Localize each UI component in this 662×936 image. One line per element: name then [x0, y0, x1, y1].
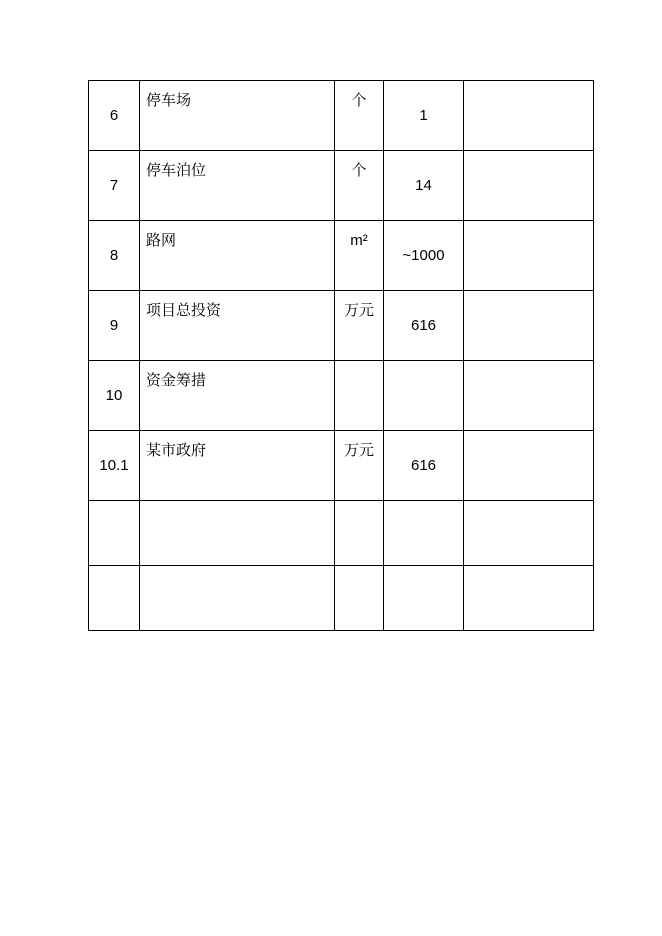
table-row — [89, 431, 594, 501]
item-name-cell: 项目总投资 — [140, 291, 335, 361]
value-cell — [384, 566, 464, 631]
item-name-cell: 某市政府 — [140, 431, 335, 501]
unit-cell: 个 — [335, 81, 384, 151]
item-name-cell: 路网 — [140, 221, 335, 291]
item-name-cell: 停车场 — [140, 81, 335, 151]
unit-cell: 万元 — [335, 291, 384, 361]
note-cell — [464, 291, 594, 361]
row-number-cell: 6 — [89, 81, 140, 151]
note-cell — [464, 501, 594, 566]
row-number-cell: 9 — [89, 291, 140, 361]
row-number-cell: 10.1 — [89, 431, 140, 501]
table-row — [89, 221, 594, 291]
item-name-cell — [140, 501, 335, 566]
row-number-cell: 8 — [89, 221, 140, 291]
row-number-cell — [89, 501, 140, 566]
note-cell — [464, 566, 594, 631]
project-summary-table — [88, 80, 594, 631]
table-row — [89, 291, 594, 361]
row-number-cell: 7 — [89, 151, 140, 221]
value-cell — [384, 361, 464, 431]
value-cell: 616 — [384, 431, 464, 501]
unit-cell — [335, 361, 384, 431]
unit-cell — [335, 566, 384, 631]
table-row — [89, 81, 594, 151]
table-row — [89, 501, 594, 566]
value-cell: 1 — [384, 81, 464, 151]
note-cell — [464, 151, 594, 221]
table-row — [89, 566, 594, 631]
value-cell: 616 — [384, 291, 464, 361]
note-cell — [464, 221, 594, 291]
table-row — [89, 361, 594, 431]
note-cell — [464, 81, 594, 151]
unit-cell: m² — [335, 221, 384, 291]
table-row — [89, 151, 594, 221]
row-number-cell: 10 — [89, 361, 140, 431]
value-cell — [384, 501, 464, 566]
item-name-cell — [140, 566, 335, 631]
note-cell — [464, 431, 594, 501]
unit-cell: 个 — [335, 151, 384, 221]
unit-cell — [335, 501, 384, 566]
unit-cell: 万元 — [335, 431, 384, 501]
value-cell: 14 — [384, 151, 464, 221]
item-name-cell: 资金筹措 — [140, 361, 335, 431]
row-number-cell — [89, 566, 140, 631]
item-name-cell: 停车泊位 — [140, 151, 335, 221]
value-cell: ~1000 — [384, 221, 464, 291]
note-cell — [464, 361, 594, 431]
